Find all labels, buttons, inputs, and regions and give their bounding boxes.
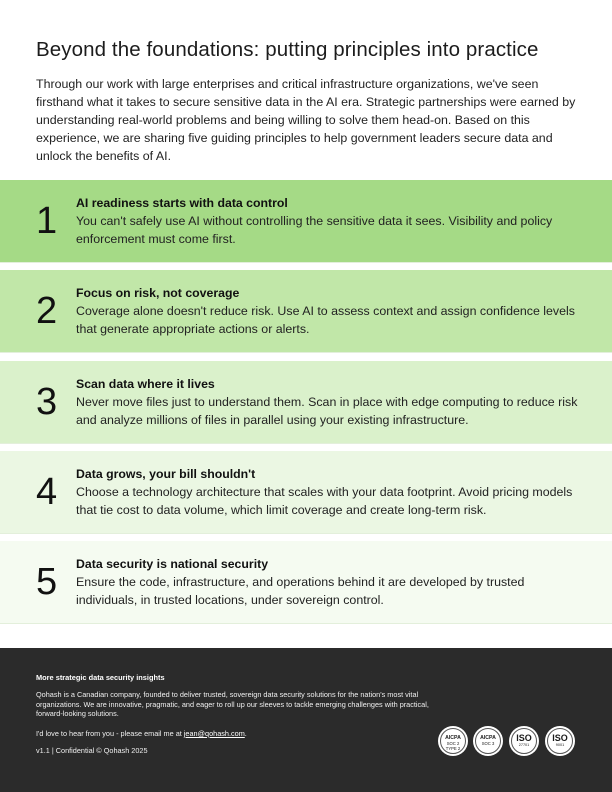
badge-label: ISO — [516, 733, 532, 743]
principle-heading: Scan data where it lives — [76, 377, 215, 391]
divider — [0, 623, 612, 624]
email-link[interactable]: jean@qohash.com — [183, 729, 245, 738]
iso-27701-badge-icon — [509, 726, 539, 756]
principle-number: 4 — [36, 471, 58, 513]
page-title: Beyond the foundations: putting principles into practice — [36, 38, 539, 61]
badge-sublabel: 9001 — [555, 743, 565, 747]
intro-paragraph: Through our work with large enterprises and critical infrastructure organizations, we've seen firsthand what it takes to secure sensitive data in the AI era. Strategic partnerships were earned by understanding real-world problems and being willing to solve them head-on. Based on this experience, we are sharing five guiding principles to help government leaders secure data and unlock the benefits of AI. — [36, 77, 576, 163]
principle-heading: Data security is national security — [76, 557, 269, 571]
footer-company-description: Qohash is a Canadian company, founded to deliver trusted, sovereign data security solutions for the nation's most vital organizations. We are innovative, pragmatic, and eager to roll up our sleeves to tackle emerging challenges with practical, forward-looking solutions. — [36, 690, 429, 718]
aicpa-soc2-badge-icon — [438, 726, 468, 756]
principle-body: Choose a technology architecture that scales with your data footprint. Avoid pricing models that tie cost to data volume, which limit coverage and create long-term risk. — [76, 485, 573, 517]
divider — [0, 352, 612, 353]
badge-label: AICPA — [445, 735, 461, 741]
principle-heading: Data grows, your bill shouldn't — [76, 467, 256, 481]
principle-1-band — [0, 180, 612, 262]
footer-heading: More strategic data security insights — [36, 673, 165, 682]
contact-prefix: I'd love to hear from you - please email me at — [36, 729, 184, 738]
principle-body: Never move files just to understand them. Scan in place with edge computing to reduce risk and analyze millions of files in parallel using your existing infrastructure. — [76, 395, 578, 427]
principle-number: 1 — [36, 200, 58, 242]
principle-4-band — [0, 451, 612, 533]
badge-label: AICPA — [480, 735, 496, 741]
contact-suffix: . — [244, 729, 247, 738]
badge-sublabel: TYPE 2 — [445, 746, 461, 751]
badge-label: ISO — [552, 733, 568, 743]
principle-body: You can't safely use AI without controlling the sensitive data it sees. Visibility and policy enforcement must come first. — [76, 214, 553, 246]
principle-heading: Focus on risk, not coverage — [76, 286, 240, 300]
principle-3-band — [0, 361, 612, 443]
badge-sublabel: SOC 3 — [481, 741, 495, 746]
principle-5-band — [0, 541, 612, 623]
version-confidential-notice: v1.1 | Confidential © Qohash 2025 — [36, 746, 148, 755]
aicpa-soc3-badge-icon — [473, 726, 503, 756]
divider — [0, 262, 612, 263]
divider — [0, 443, 612, 444]
principle-heading: AI readiness starts with data control — [76, 196, 288, 210]
principle-2-band — [0, 270, 612, 352]
iso-9001-badge-icon — [545, 726, 575, 756]
divider — [0, 533, 612, 534]
principle-number: 2 — [36, 290, 58, 332]
badge-sublabel: SOC 2 — [446, 741, 460, 746]
badge-sublabel: 27701 — [518, 743, 530, 747]
footer-contact — [36, 729, 247, 738]
principle-number: 3 — [36, 381, 58, 423]
principle-body: Ensure the code, infrastructure, and operations behind it are developed by trusted individuals, in trusted locations, under sovereign control. — [76, 575, 525, 607]
principle-body: Coverage alone doesn't reduce risk. Use AI to assess context and assign confidence levels that generate appropriate actions or alerts. — [76, 304, 575, 336]
principle-number: 5 — [36, 561, 58, 603]
footer — [0, 648, 612, 792]
